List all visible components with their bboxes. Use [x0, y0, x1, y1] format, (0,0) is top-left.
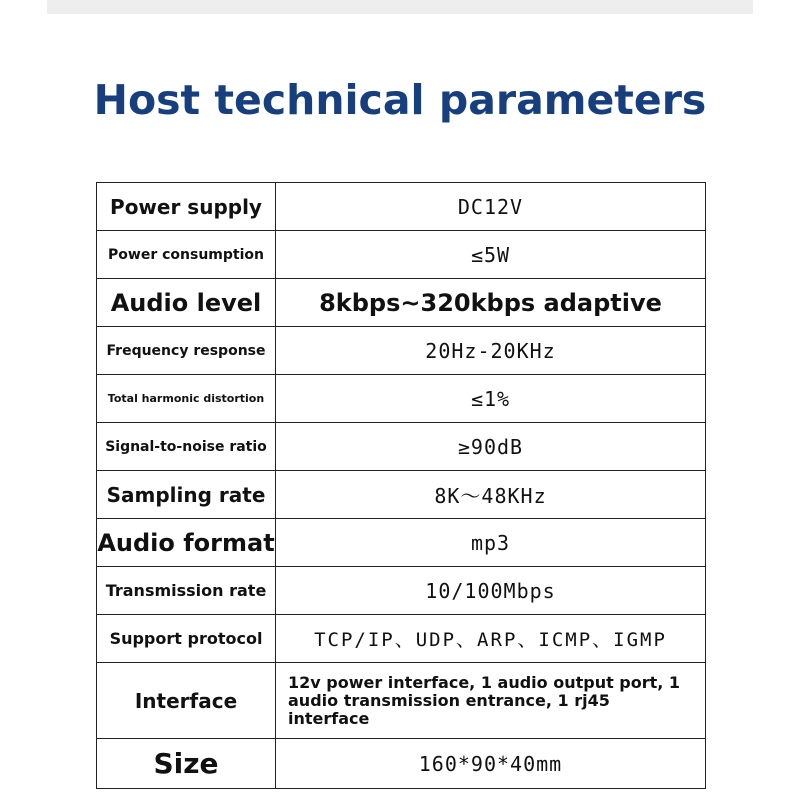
table-row: [97, 519, 706, 567]
table-row: [97, 663, 706, 739]
spec-label: Transmission rate: [97, 567, 276, 615]
table-row: [97, 183, 706, 231]
page-title: Host technical parameters: [93, 76, 707, 124]
table-row: [97, 423, 706, 471]
spec-value: 8kbps~320kbps adaptive: [276, 279, 706, 327]
spec-label: Audio level: [97, 279, 276, 327]
spec-label: Size: [97, 739, 276, 789]
table-row: [97, 327, 706, 375]
table-row: [97, 739, 706, 789]
spec-value: 12v power interface, 1 audio output port, 1 audio transmission entrance, 1 rj45 interface: [276, 663, 706, 739]
spec-label: Frequency response: [97, 327, 276, 375]
table-row: [97, 279, 706, 327]
spec-value: 10/100Mbps: [276, 567, 706, 615]
spec-label: Interface: [97, 663, 276, 739]
table-row: [97, 615, 706, 663]
table-row: [97, 471, 706, 519]
spec-value: ≥90dB: [276, 423, 706, 471]
spec-value: 8K～48KHz: [276, 471, 706, 519]
spec-value: ≤5W: [276, 231, 706, 279]
spec-label: Support protocol: [97, 615, 276, 663]
table-row: [97, 231, 706, 279]
spec-label: Power supply: [97, 183, 276, 231]
spec-value: TCP/IP、UDP、ARP、ICMP、IGMP: [276, 615, 706, 663]
top-banner-strip: [47, 0, 753, 14]
spec-value: 160*90*40mm: [276, 739, 706, 789]
spec-label: Power consumption: [97, 231, 276, 279]
spec-label: Signal-to-noise ratio: [97, 423, 276, 471]
spec-value: mp3: [276, 519, 706, 567]
spec-table: [96, 182, 706, 789]
spec-label: Audio format: [97, 519, 276, 567]
spec-value: 20Hz-20KHz: [276, 327, 706, 375]
spec-label: Sampling rate: [97, 471, 276, 519]
spec-value: DC12V: [276, 183, 706, 231]
spec-label: Total harmonic distortion: [97, 375, 276, 423]
table-row: [97, 567, 706, 615]
spec-value: ≤1%: [276, 375, 706, 423]
table-row: [97, 375, 706, 423]
